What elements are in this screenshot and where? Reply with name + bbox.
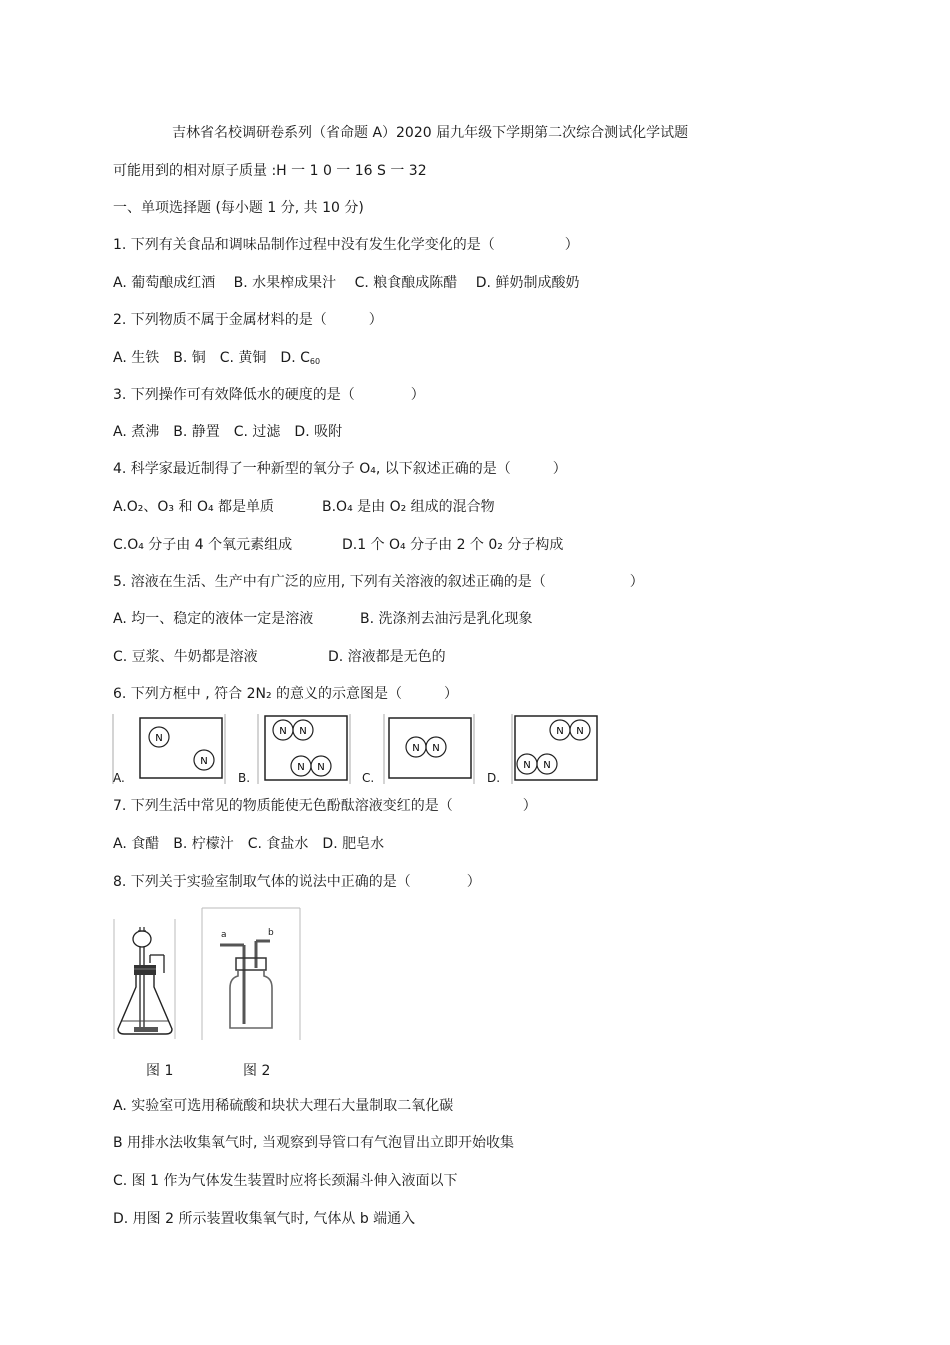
- q4-option-c: C.O₄ 分子由 4 个氧元素组成: [113, 537, 293, 553]
- q6-label-b: B.: [238, 771, 251, 785]
- atomic-mass-note: 可能用到的相对原子质量 :H 一 1 0 一 16 S 一 32: [113, 163, 427, 179]
- q7-stem: 7. 下列生活中常见的物质能使无色酚酞溶液变红的是（ ）: [113, 798, 537, 814]
- atom-label: N: [155, 733, 163, 744]
- q8-option-b: B 用排水法收集氧气时, 当观察到导管口有气泡冒出立即开始收集: [113, 1135, 514, 1151]
- q4-option-d: D.1 个 O₄ 分子由 2 个 0₂ 分子构成: [342, 537, 564, 553]
- q6-box-c: [389, 718, 471, 778]
- atom-label: N: [412, 743, 420, 754]
- q5-option-c: C. 豆浆、牛奶都是溶液: [113, 649, 258, 665]
- figure-1-flask: [112, 917, 182, 1042]
- figure-2-bottle: [200, 906, 302, 1041]
- figure-1-caption: 图 1: [146, 1063, 174, 1079]
- atom-label: N: [279, 726, 287, 737]
- atom-label: N: [576, 726, 584, 737]
- q8-stem: 8. 下列关于实验室制取气体的说法中正确的是（ ）: [113, 874, 481, 890]
- q5-option-b: B. 洗涤剂去油污是乳化现象: [360, 611, 533, 627]
- q1-stem: 1. 下列有关食品和调味品制作过程中没有发生化学变化的是（ ）: [113, 237, 579, 253]
- q6-stem: 6. 下列方框中 , 符合 2N₂ 的意义的示意图是（ ）: [113, 686, 459, 702]
- q5-option-a: A. 均一、稳定的液体一定是溶液: [113, 611, 314, 627]
- q4-option-b: B.O₄ 是由 O₂ 组成的混合物: [322, 499, 495, 515]
- atom-label: N: [523, 760, 531, 771]
- q6-label-d: D.: [487, 771, 501, 785]
- q2-options: [113, 349, 320, 369]
- q6-diagrams: [110, 714, 610, 786]
- atom-label: N: [556, 726, 564, 737]
- q6-label-c: C.: [362, 771, 375, 785]
- atom-label: N: [297, 762, 305, 773]
- q3-options: A. 煮沸 B. 静置 C. 过滤 D. 吸附: [113, 424, 343, 440]
- q4-stem: 4. 科学家最近制得了一种新型的氧分子 O₄, 以下叙述正确的是（ ）: [113, 461, 567, 477]
- q2-subscript: 60: [309, 357, 321, 366]
- atom-label: N: [543, 760, 551, 771]
- q8-option-c: C. 图 1 作为气体发生装置时应将长颈漏斗伸入液面以下: [113, 1173, 458, 1189]
- q6-box-a: [140, 718, 222, 778]
- page-title: 吉林省名校调研卷系列（省命题 A）2020 届九年级下学期第二次综合测试化学试题: [172, 125, 689, 141]
- atom-label: N: [317, 762, 325, 773]
- atom-label: N: [299, 726, 307, 737]
- q6-label-a: A.: [113, 771, 125, 785]
- q5-stem: 5. 溶液在生活、生产中有广泛的应用, 下列有关溶液的叙述正确的是（ ）: [113, 574, 644, 590]
- atom-label: N: [432, 743, 440, 754]
- fig2-label-b: b: [268, 928, 274, 938]
- q4-option-a: A.O₂、O₃ 和 O₄ 都是单质: [113, 499, 275, 515]
- q2-options-main: A. 生铁 B. 铜 C. 黄铜 D. C: [113, 350, 310, 366]
- atom-label: N: [200, 756, 208, 767]
- q8-option-d: D. 用图 2 所示装置收集氧气时, 气体从 b 端通入: [113, 1211, 416, 1227]
- figure-2-caption: 图 2: [243, 1063, 271, 1079]
- q5-option-d: D. 溶液都是无色的: [328, 649, 446, 665]
- section-heading: 一、单项选择题 (每小题 1 分, 共 10 分): [113, 200, 364, 216]
- q1-options: A. 葡萄酿成红酒 B. 水果榨成果汁 C. 粮食酿成陈醋 D. 鲜奶制成酸奶: [113, 275, 580, 291]
- q7-options: A. 食醋 B. 柠檬汁 C. 食盐水 D. 肥皂水: [113, 836, 385, 852]
- q2-stem: 2. 下列物质不属于金属材料的是（ ）: [113, 312, 383, 328]
- q3-stem: 3. 下列操作可有效降低水的硬度的是（ ）: [113, 387, 425, 403]
- q8-option-a: A. 实验室可选用稀硫酸和块状大理石大量制取二氧化碳: [113, 1098, 454, 1114]
- fig2-label-a: a: [221, 930, 227, 940]
